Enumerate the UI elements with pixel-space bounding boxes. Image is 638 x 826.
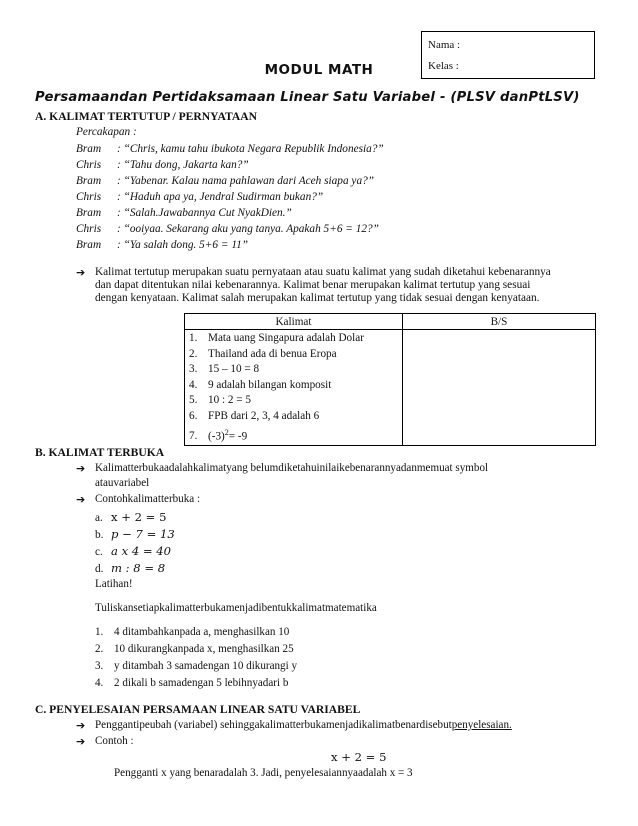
row-number: 7. (189, 430, 198, 443)
kelas-label: Kelas : (428, 60, 459, 72)
item-text: 10 dikurangkanpada x, menghasilkan 25 (114, 643, 294, 655)
section-b-heading: B. KALIMAT TERBUKA (35, 446, 165, 459)
table-header-row (185, 314, 596, 330)
column-header-kalimat: Kalimat (185, 314, 403, 330)
item-equation: a x 4 = 40 (111, 544, 172, 558)
utterance: : “Ya salah dong. 5+6 = 11” (117, 239, 249, 251)
item-text: 2 dikali b samadengan 5 lebihnyadari b (114, 677, 289, 689)
speaker: Bram (76, 143, 102, 155)
item-text: y ditambah 3 samadengan 10 dikurangi y (114, 660, 298, 672)
arrow-right-icon: ➔ (76, 266, 86, 279)
item-letter: c. (95, 546, 103, 558)
utterance: : “Yabenar. Kalau nama pahlawan dari Aceh siapa ya?” (117, 175, 375, 187)
utterance: : “Haduh apa ya, Jendral Sudirman bukan?” (117, 191, 324, 203)
definition-paragraph (95, 266, 615, 304)
list-item (95, 542, 295, 559)
item-number: 4. (95, 677, 104, 689)
section-a-heading: A. KALIMAT TERTUTUP / PERNYATAAN (35, 110, 257, 123)
list-item (95, 508, 295, 525)
speaker: Chris (76, 191, 102, 203)
row-number: 1. (189, 332, 198, 344)
item-text: 4 ditambahkanpada a, menghasilkan 10 (114, 626, 290, 638)
row-number: 3. (189, 363, 198, 376)
utterance: : “Chris, kamu tahu ibukota Negara Republik Indonesia?” (117, 143, 384, 155)
nama-label: Nama : (428, 39, 461, 51)
bs-cell (403, 330, 596, 446)
row-text: Mata uang Singapura adalah Dolar (208, 332, 364, 344)
item-letter: a. (95, 512, 103, 524)
speaker: Bram (76, 175, 102, 187)
definition-line: dan dapat ditentukan nilai kebenarannya. Kalimat benar merupakan kalimat tertutup yang sesuai (95, 279, 531, 291)
row-text-base: (-3) (208, 430, 225, 443)
definition-line: Kalimat tertutup merupakan suatu pernyataan atau suatu kalimat yang sudah diketahui kebenarannya (95, 266, 551, 278)
exercise-list (95, 626, 415, 694)
section-c-heading: C. PENYELESAIAN PERSAMAAN LINEAR SATU VARIABEL (35, 703, 361, 716)
open-sentence-definition-cont: atauvariabel (95, 477, 150, 489)
row-number: 5. (189, 394, 198, 407)
item-number: 2. (95, 643, 104, 655)
arrow-right-icon: ➔ (76, 493, 86, 506)
row-number: 6. (189, 409, 198, 422)
open-sentence-definition: Kalimatterbukaadalahkalimatyang belumdiketahuinilaikebenarannyadanmemuat symbol (95, 462, 489, 474)
contoh-label: Contoh : (95, 735, 134, 747)
item-number: 3. (95, 660, 104, 672)
example-label: Contohkalimatterbuka : (95, 493, 201, 505)
list-item (95, 643, 415, 660)
row-text: 9 adalah bilangan komposit (208, 378, 332, 391)
row-text: 10 : 2 = 5 (208, 394, 251, 407)
latihan-label: Latihan! (95, 578, 133, 590)
arrow-right-icon: ➔ (76, 719, 86, 732)
row-text-rest: = -9 (228, 430, 248, 443)
table-row (189, 378, 398, 394)
arrow-right-icon: ➔ (76, 462, 86, 475)
row-text: FPB dari 2, 3, 4 adalah 6 (208, 409, 320, 422)
dialogue (76, 143, 496, 255)
table-row (189, 409, 398, 425)
definition-line: dengan kenyataan. Kalimat salah merupakan kalimat tertutup yang tidak sesuai dengan kenyataan. (95, 292, 540, 304)
table-row (189, 425, 398, 445)
list-item (95, 559, 295, 576)
item-equation: p − 7 = 13 (111, 527, 175, 541)
row-number: 2. (189, 347, 198, 360)
percakapan-label: Percakapan : (76, 126, 137, 138)
item-equation: x + 2 = 5 (111, 510, 167, 524)
item-equation: m : 8 = 8 (111, 561, 166, 575)
utterance: : “Tahu dong, Jakarta kan?” (117, 159, 249, 171)
examples-list (95, 508, 295, 576)
speaker: Chris (76, 223, 102, 235)
table-row (189, 347, 398, 363)
item-number: 1. (95, 626, 104, 638)
item-letter: b. (95, 529, 104, 541)
speaker: Bram (76, 207, 102, 219)
column-header-bs: B/S (403, 314, 596, 330)
table-row (189, 393, 398, 409)
speaker: Chris (76, 159, 102, 171)
item-letter: d. (95, 563, 104, 575)
kalimat-table (184, 313, 596, 446)
row-text: 15 – 10 = 8 (208, 363, 260, 376)
exercise-instruction: Tuliskansetiapkalimatterbukamenjadibentukkalimatmatematika (95, 602, 377, 614)
list-item (95, 525, 295, 542)
page-subtitle: Persamaandan Pertidaksamaan Linear Satu Variabel - (PLSV danPtLSV) (35, 90, 580, 105)
list-item (95, 626, 415, 643)
utterance: : “ooiyaa. Sekarang aku yang tanya. Apakah 5+6 = 12?” (117, 223, 379, 235)
table-row (189, 331, 398, 347)
substitution-definition (95, 719, 512, 731)
kalimat-cell (185, 330, 403, 446)
example-answer: Pengganti x yang benaradalah 3. Jadi, penyelesaiannyaadalah x = 3 (114, 767, 413, 779)
row-number: 4. (189, 378, 198, 391)
example-equation: x + 2 = 5 (331, 750, 387, 764)
utterance: : “Salah.Jawabannya Cut NyakDien.” (117, 207, 292, 219)
page-title: MODUL MATH (264, 62, 374, 78)
table-row (189, 362, 398, 378)
penyelesaian-term: penyelesaian. (451, 719, 512, 731)
arrow-right-icon: ➔ (76, 735, 86, 748)
row-text-exponent: 2 (224, 427, 229, 437)
list-item (95, 677, 415, 694)
speaker: Bram (76, 239, 102, 251)
row-text: Thailand ada di benua Eropa (208, 347, 337, 360)
list-item (95, 660, 415, 677)
definition-text: Penggantipeubah (variabel) sehinggakalimatterbukamenjadikalimatbenardisebut (95, 719, 452, 731)
